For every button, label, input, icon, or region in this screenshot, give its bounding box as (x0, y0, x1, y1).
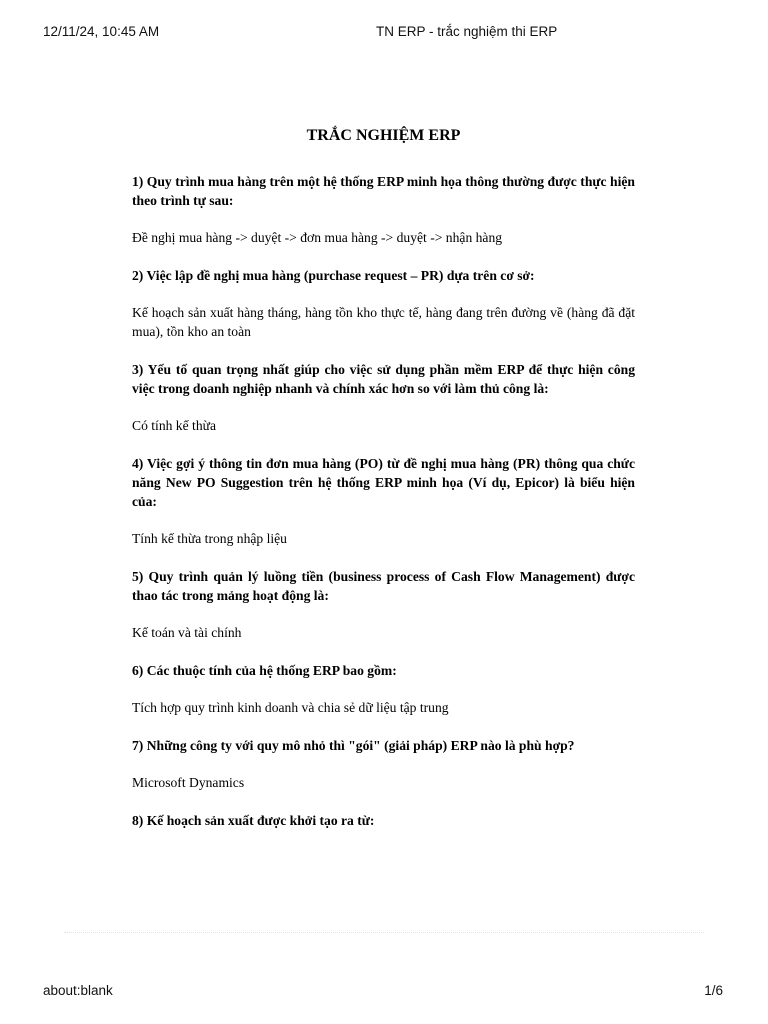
answer-6: Tích hợp quy trình kinh doanh và chia sẻ dữ liệu tập trung (132, 700, 449, 715)
question-2: 2) Việc lập đề nghị mua hàng (purchase request – PR) dựa trên cơ sở: (132, 268, 535, 283)
answer-5: Kế toán và tài chính (132, 625, 242, 640)
answer-3: Có tính kế thừa (132, 418, 217, 433)
question-3: 3) Yếu tố quan trọng nhất giúp cho việc sử dụng phần mềm ERP để thực hiện công việc trong doanh nghiệp nhanh và chính xác hơn so với làm thủ công là: (132, 362, 635, 396)
print-page-title: TN ERP - trắc nghiệm thi ERP (376, 24, 558, 39)
document-body (132, 122, 635, 830)
answer-7: Microsoft Dynamics (132, 775, 245, 790)
question-8: 8) Kế hoạch sản xuất được khởi tạo ra từ: (132, 813, 375, 828)
question-1: 1) Quy trình mua hàng trên một hệ thống ERP minh họa thông thường được thực hiện theo trình tự sau: (132, 174, 635, 208)
document-title: TRẮC NGHIỆM ERP (306, 127, 461, 144)
question-5: 5) Quy trình quản lý luồng tiền (business process of Cash Flow Management) được thao tác trong mảng hoạt động là: (132, 569, 635, 603)
question-4: 4) Việc gợi ý thông tin đơn mua hàng (PO) từ đề nghị mua hàng (PR) thông qua chức năng New PO Suggestion trên hệ thống ERP minh họa (Ví dụ, Epicor) là biểu hiện của: (132, 456, 635, 509)
print-datetime: 12/11/24, 10:45 AM (43, 24, 160, 39)
print-url: about:blank (43, 983, 113, 998)
answer-4: Tính kế thừa trong nhập liệu (132, 531, 287, 546)
print-header (0, 24, 768, 44)
answer-1: Đề nghị mua hàng -> duyệt -> đơn mua hàng -> duyệt -> nhận hàng (132, 230, 503, 245)
page-number: 1/6 (704, 983, 723, 998)
print-footer (0, 983, 768, 1003)
page-divider (64, 932, 704, 933)
question-6: 6) Các thuộc tính của hệ thống ERP bao gồm: (132, 663, 397, 678)
question-7: 7) Những công ty với quy mô nhỏ thì "gói" (giải pháp) ERP nào là phù hợp? (132, 738, 575, 753)
answer-2: Kế hoạch sản xuất hàng tháng, hàng tồn kho thực tế, hàng đang trên đường về (hàng đã đặt mua), tồn kho an toàn (132, 305, 635, 339)
